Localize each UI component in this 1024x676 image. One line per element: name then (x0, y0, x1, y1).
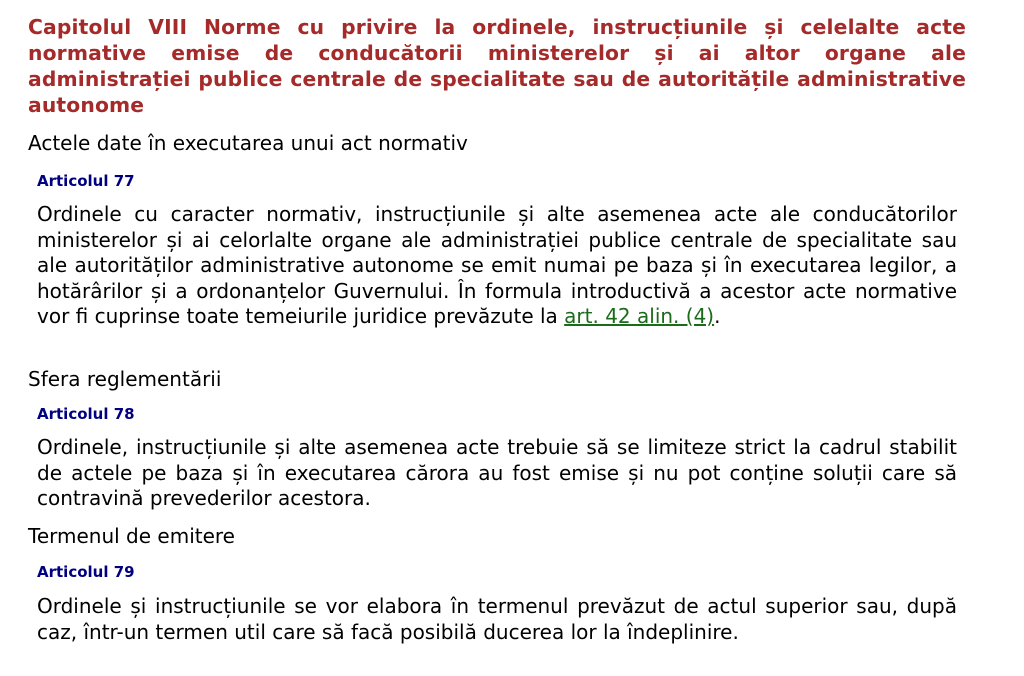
article-body-78: Ordinele, instrucțiunile și alte asemenea acte trebuie să se limiteze strict la cadrul stabilit de actele pe baza și în executarea cărora au fost emise și nu pot conține soluții care să contravină prevederilor acestora. (37, 435, 957, 510)
article-text-77: Ordinele cu caracter normativ, instrucțiunile și alte asemenea acte ale conducătorilor ministerelor și ai celorlalte organe ale administrației publice centrale de specialitate sau ale autorităților administrative autonome se emit numai pe baza și în executarea legilor, a hotărârilor și a ordonanțelor Guvernului. În formula introductivă a acestor acte normative vor fi cuprinse toate temeiurile juridice prevăzute la (37, 202, 957, 328)
section-heading-78: Sfera reglementării (28, 367, 222, 391)
chapter-title: Capitolul VIII Norme cu privire la ordinele, instrucțiunile și celelalte acte normative emise de conducătorii ministerelor și ai altor organe ale administrației publice centrale de specialitate sau de autoritățile administrative autonome (28, 15, 966, 117)
article-label-77: Articolul 77 (37, 172, 135, 190)
article-text-77-end: . (714, 304, 721, 328)
article-label-78: Articolul 78 (37, 405, 135, 423)
article-body-77 (37, 202, 957, 330)
article-body-79: Ordinele și instrucțiunile se vor elabora în termenul prevăzut de actul superior sau, după caz, într-un termen util care să facă posibilă ducerea lor la îndeplinire. (37, 594, 957, 644)
section-heading-79: Termenul de emitere (28, 524, 235, 548)
section-heading-77: Actele date în executarea unui act normativ (28, 131, 468, 155)
article-link-art42[interactable]: art. 42 alin. (4) (564, 304, 715, 328)
article-label-79: Articolul 79 (37, 563, 135, 581)
